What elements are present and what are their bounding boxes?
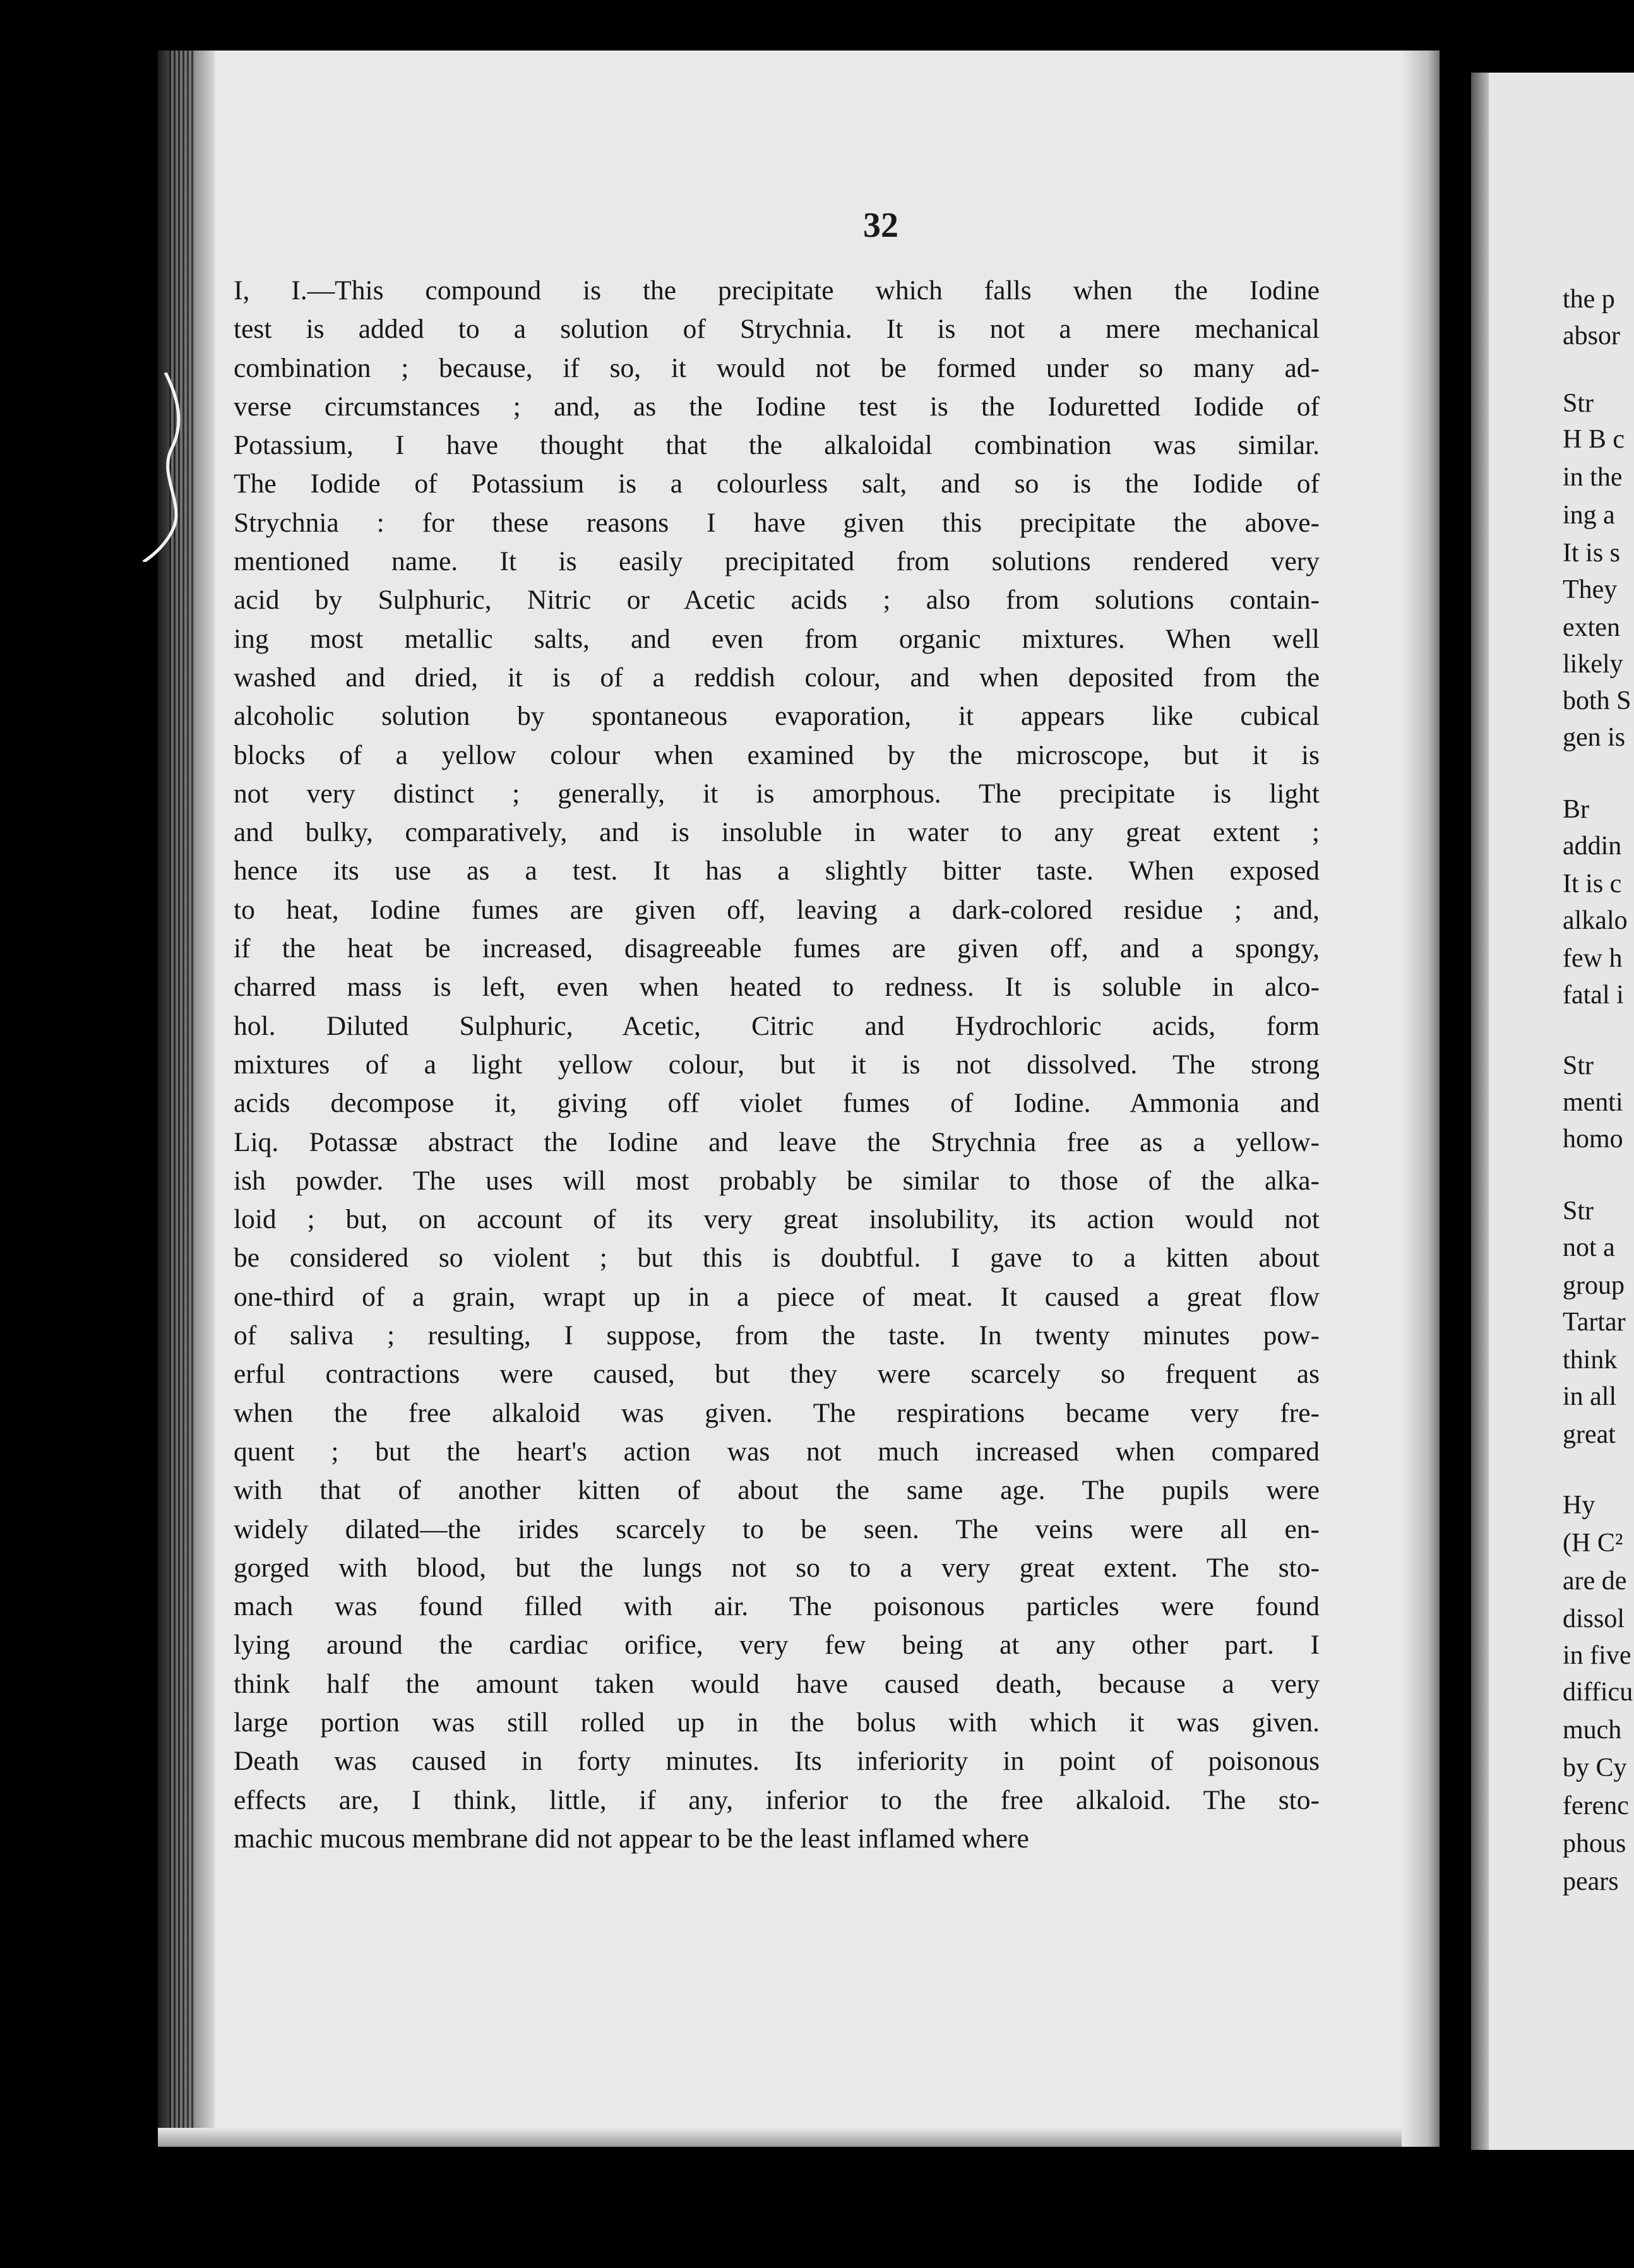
text-line: widely dilated—the irides scarcely to be seen. The veins were all en- (234, 1513, 1320, 1544)
facing-page-fragment: Str (1563, 389, 1594, 418)
text-line: blocks of a yellow colour when examined by the microscope, but it is (234, 739, 1320, 770)
facing-page-fragment: H B c (1563, 425, 1625, 454)
text-line: not very distinct ; generally, it is amorphous. The precipitate is light (234, 778, 1320, 809)
text-line: ish powder. The uses will most probably be similar to those of the alka- (234, 1165, 1320, 1196)
facing-page-fragment: by Cy (1563, 1753, 1627, 1782)
facing-page-fragment: great (1563, 1420, 1616, 1449)
text-line: charred mass is left, even when heated to redness. It is soluble in alco- (234, 972, 1320, 1003)
facing-page-fragment: fatal i (1563, 981, 1624, 1010)
text-line: Potassium, I have thought that the alkaloidal combination was similar. (234, 430, 1320, 461)
text-line: erful contractions were caused, but they were scarcely so frequent as (234, 1359, 1320, 1390)
text-line: lying around the cardiac orifice, very few being at any other part. I (234, 1630, 1320, 1661)
facing-page-fragment: in the (1563, 463, 1623, 492)
text-line: be considered so violent ; but this is doubtful. I gave to a kitten about (234, 1243, 1320, 1274)
page-number: 32 (863, 206, 898, 245)
facing-page-fragment: in five (1563, 1641, 1631, 1670)
text-line: hence its use as a test. It has a slightly bitter taste. When exposed (234, 856, 1320, 886)
facing-page-fragment: group (1563, 1271, 1625, 1300)
text-line: machic mucous membrane did not appear to be the least inflamed where (234, 1823, 1029, 1854)
facing-page-fragment: difficu (1563, 1678, 1633, 1707)
text-line: alcoholic solution by spontaneous evaporation, it appears like cubical (234, 701, 1320, 732)
text-line: of saliva ; resulting, I suppose, from the taste. In twenty minutes pow- (234, 1320, 1320, 1351)
facing-page-fragment: Str (1563, 1051, 1594, 1080)
text-line: mixtures of a light yellow colour, but it is not dissolved. The strong (234, 1049, 1320, 1080)
facing-page-fragment: pears (1563, 1867, 1619, 1896)
text-line: mach was found filled with air. The poisonous particles were found (234, 1591, 1320, 1622)
facing-page-fragment: much (1563, 1716, 1622, 1745)
facing-page-fragment: homo (1563, 1125, 1623, 1154)
text-line: The Iodide of Potassium is a colourless salt, and so is the Iodide of (234, 469, 1320, 499)
facing-page-fragment: (H C² (1563, 1529, 1623, 1558)
text-line: gorged with blood, but the lungs not so to a very great extent. The sto- (234, 1552, 1320, 1583)
facing-page-fragment: exten (1563, 613, 1620, 642)
facing-page-fragment: phous (1563, 1829, 1626, 1858)
facing-page-fragment: menti (1563, 1088, 1623, 1117)
facing-page-fragment: It is c (1563, 869, 1622, 898)
text-line: large portion was still rolled up in the bolus with which it was given. (234, 1707, 1320, 1738)
body-text (234, 272, 1320, 1858)
text-line: combination ; because, if so, it would not be formed under so many ad- (234, 352, 1320, 383)
facing-page-fragment: Br (1563, 795, 1589, 824)
facing-page-fragment: Hy (1563, 1491, 1595, 1520)
facing-page-fragment: absor (1563, 321, 1620, 350)
text-line: think half the amount taken would have caused death, because a very (234, 1668, 1320, 1699)
text-line: with that of another kitten of about the same age. The pupils were (234, 1475, 1320, 1506)
facing-page-fragment: are de (1563, 1567, 1627, 1596)
facing-page-fragment: They (1563, 575, 1618, 604)
text-line: test is added to a solution of Strychnia. It is not a mere mechanical (234, 314, 1320, 345)
facing-page-fragment: Tartar (1563, 1308, 1626, 1337)
facing-page-fragment: likely (1563, 650, 1623, 679)
text-line: acids decompose it, giving off violet fumes of Iodine. Ammonia and (234, 1088, 1320, 1119)
gutter-shadow (1402, 51, 1440, 2147)
facing-page-fragment: not a (1563, 1233, 1615, 1262)
facing-page-fragment: ing a (1563, 501, 1615, 530)
facing-page-fragment: few h (1563, 944, 1623, 973)
text-line: verse circumstances ; and, as the Iodine test is the Ioduretted Iodide of (234, 391, 1320, 422)
text-line: quent ; but the heart's action was not much increased when compared (234, 1436, 1320, 1467)
text-line: Death was caused in forty minutes. Its inferiority in point of poisonous (234, 1746, 1320, 1777)
text-line: when the free alkaloid was given. The respirations became very fre- (234, 1397, 1320, 1428)
text-line: mentioned name. It is easily precipitated from solutions rendered very (234, 546, 1320, 577)
facing-page-fragment: in all (1563, 1382, 1617, 1411)
facing-page-fragment: It is s (1563, 539, 1621, 568)
facing-page-fragment: dissol (1563, 1604, 1625, 1633)
facing-page-fragment: gen is (1563, 723, 1626, 752)
text-line: Liq. Potassæ abstract the Iodine and leave the Strychnia free as a yellow- (234, 1126, 1320, 1157)
facing-page-fragment: ferenc (1563, 1791, 1629, 1820)
text-line: acid by Sulphuric, Nitric or Acetic acids ; also from solutions contain- (234, 585, 1320, 616)
text-line: if the heat be increased, disagreeable fumes are given off, and a spongy, (234, 933, 1320, 964)
facing-page-fragment: both S (1563, 686, 1631, 715)
binding-edge (169, 51, 194, 2147)
right-page-gutter (1471, 73, 1489, 2150)
facing-page-fragment: think (1563, 1346, 1618, 1375)
text-line: washed and dried, it is of a reddish colour, and when deposited from the (234, 662, 1320, 693)
text-line: loid ; but, on account of its very great insolubility, its action would not (234, 1204, 1320, 1235)
text-line: ing most metallic salts, and even from organic mixtures. When well (234, 623, 1320, 654)
text-line: effects are, I think, little, if any, inferior to the free alkaloid. The sto- (234, 1784, 1320, 1815)
torn-paper-curl (140, 373, 184, 562)
text-line: and bulky, comparatively, and is insoluble in water to any great extent ; (234, 817, 1320, 848)
text-line: hol. Diluted Sulphuric, Acetic, Citric and Hydrochloric acids, form (234, 1010, 1320, 1041)
facing-page-fragment: alkalo (1563, 906, 1628, 935)
page-bottom-edge (158, 2128, 1402, 2147)
facing-page-fragment: addin (1563, 832, 1622, 861)
text-line: one-third of a grain, wrapt up in a piece of meat. It caused a great flow (234, 1281, 1320, 1312)
text-line: I, I.—This compound is the precipitate which falls when the Iodine (234, 275, 1320, 306)
text-line: to heat, Iodine fumes are given off, leaving a dark-colored residue ; and, (234, 894, 1320, 925)
text-line: Strychnia : for these reasons I have given this precipitate the above- (234, 507, 1320, 538)
facing-page-fragment: the p (1563, 285, 1615, 314)
facing-page-fragment: Str (1563, 1197, 1594, 1226)
